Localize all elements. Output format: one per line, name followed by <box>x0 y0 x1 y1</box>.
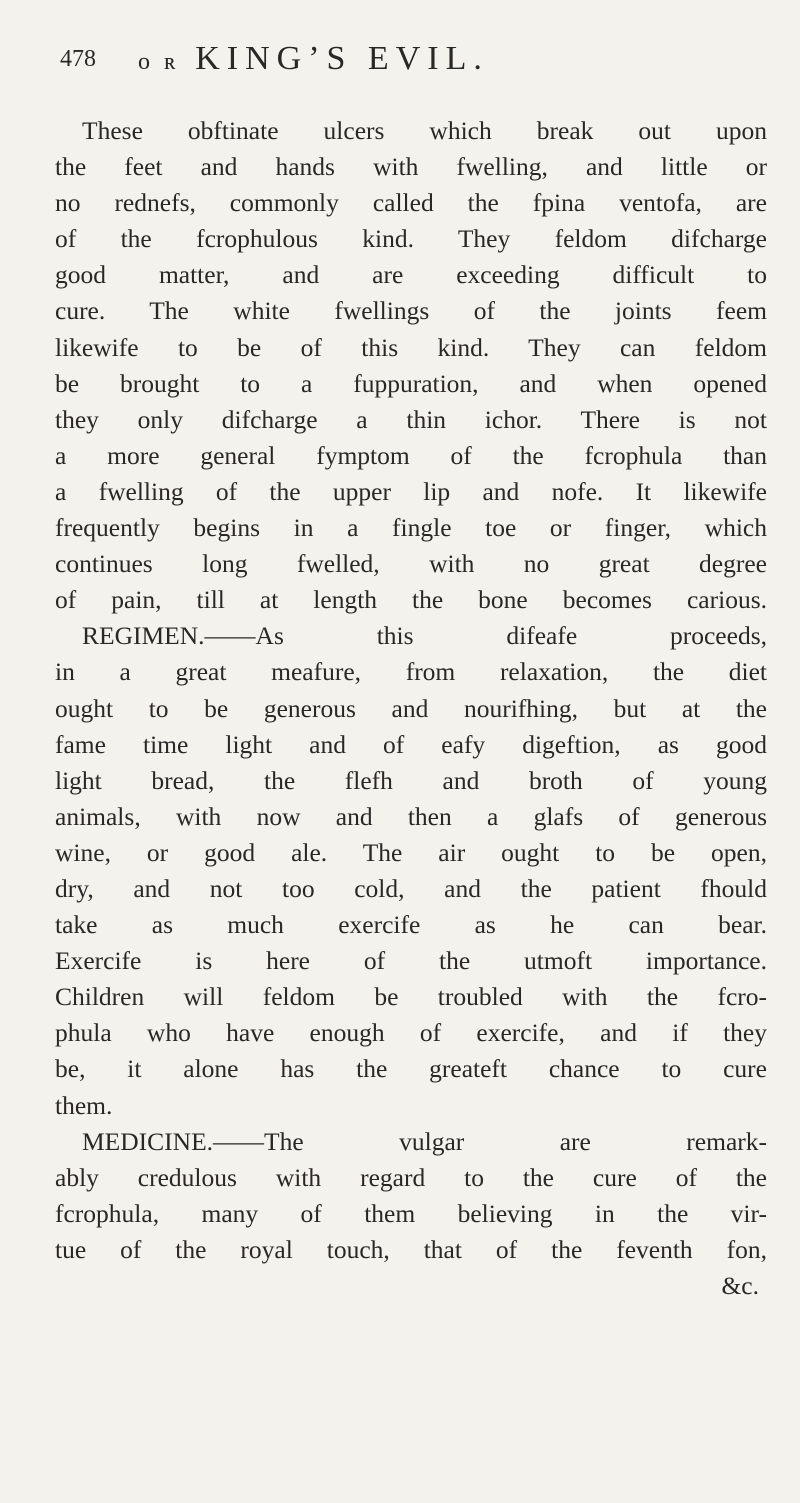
text-line: the feet and hands with fwelling, and little or <box>55 152 767 182</box>
text-line: take as much exercife as he can bear. <box>55 910 767 940</box>
text-line: they only difcharge a thin ichor. There is not <box>55 404 767 434</box>
text-line: a fwelling of the upper lip and nofe. It likewife <box>55 476 767 506</box>
text-line: These obftinate ulcers which break out upon <box>82 116 767 145</box>
text-line: a more general fymptom of the fcrophula than <box>55 440 767 470</box>
text-line: continues long fwelled, with no great degree <box>55 549 767 579</box>
body-text <box>55 113 767 1304</box>
catchword: &c. <box>721 1271 759 1300</box>
text-line: no rednefs, commonly called the fpina ventofa, are <box>55 188 767 218</box>
text-line: of the fcrophulous kind. They feldom difcharge <box>55 224 767 254</box>
text-line: dry, and not too cold, and the patient fhould <box>55 873 767 903</box>
page-number: 478 <box>60 46 96 72</box>
section-heading-medicine: MEDICINE.——The vulgar are remark- <box>82 1126 767 1156</box>
text-line: good matter, and are exceeding difficult to <box>55 260 767 290</box>
text-line: light bread, the flefh and broth of young <box>55 765 767 795</box>
text-line: frequently begins in a fingle toe or finger, which <box>55 513 767 543</box>
text-line: animals, with now and then a glafs of generous <box>55 801 767 831</box>
text-line: ably credulous with regard to the cure of the <box>55 1162 767 1192</box>
section-heading-regimen: REGIMEN.——As this difeafe proceeds, <box>82 621 767 651</box>
running-head-title: KING’S EVIL. <box>195 40 489 77</box>
text-line: cure. The white fwellings of the joints feem <box>55 296 767 326</box>
text-line: be, it alone has the greateft chance to cure <box>55 1054 767 1084</box>
text-line: tue of the royal touch, that of the feventh fon, <box>55 1234 767 1264</box>
text-line: wine, or good ale. The air ought to be open, <box>55 837 767 867</box>
text-line: be brought to a fuppuration, and when opened <box>55 368 767 398</box>
text-line: fcrophula, many of them believing in the vir- <box>55 1198 767 1228</box>
text-line: them. <box>55 1090 113 1120</box>
text-line: likewife to be of this kind. They can feldom <box>55 332 767 362</box>
text-line: of pain, till at length the bone becomes carious. <box>55 585 767 615</box>
text-line: fame time light and of eafy digeftion, as good <box>55 729 767 759</box>
text-line: Children will feldom be troubled with the fcro- <box>55 982 767 1012</box>
running-head <box>138 40 489 78</box>
running-head-prefix: o ʀ <box>138 49 180 75</box>
text-line: phula who have enough of exercife, and if they <box>55 1018 767 1048</box>
page-header <box>60 40 760 90</box>
text-line: Exercife is here of the utmoft importance. <box>55 946 767 976</box>
text-line: ought to be generous and nourifhing, but at the <box>55 693 767 723</box>
text-line: in a great meafure, from relaxation, the diet <box>55 657 767 687</box>
